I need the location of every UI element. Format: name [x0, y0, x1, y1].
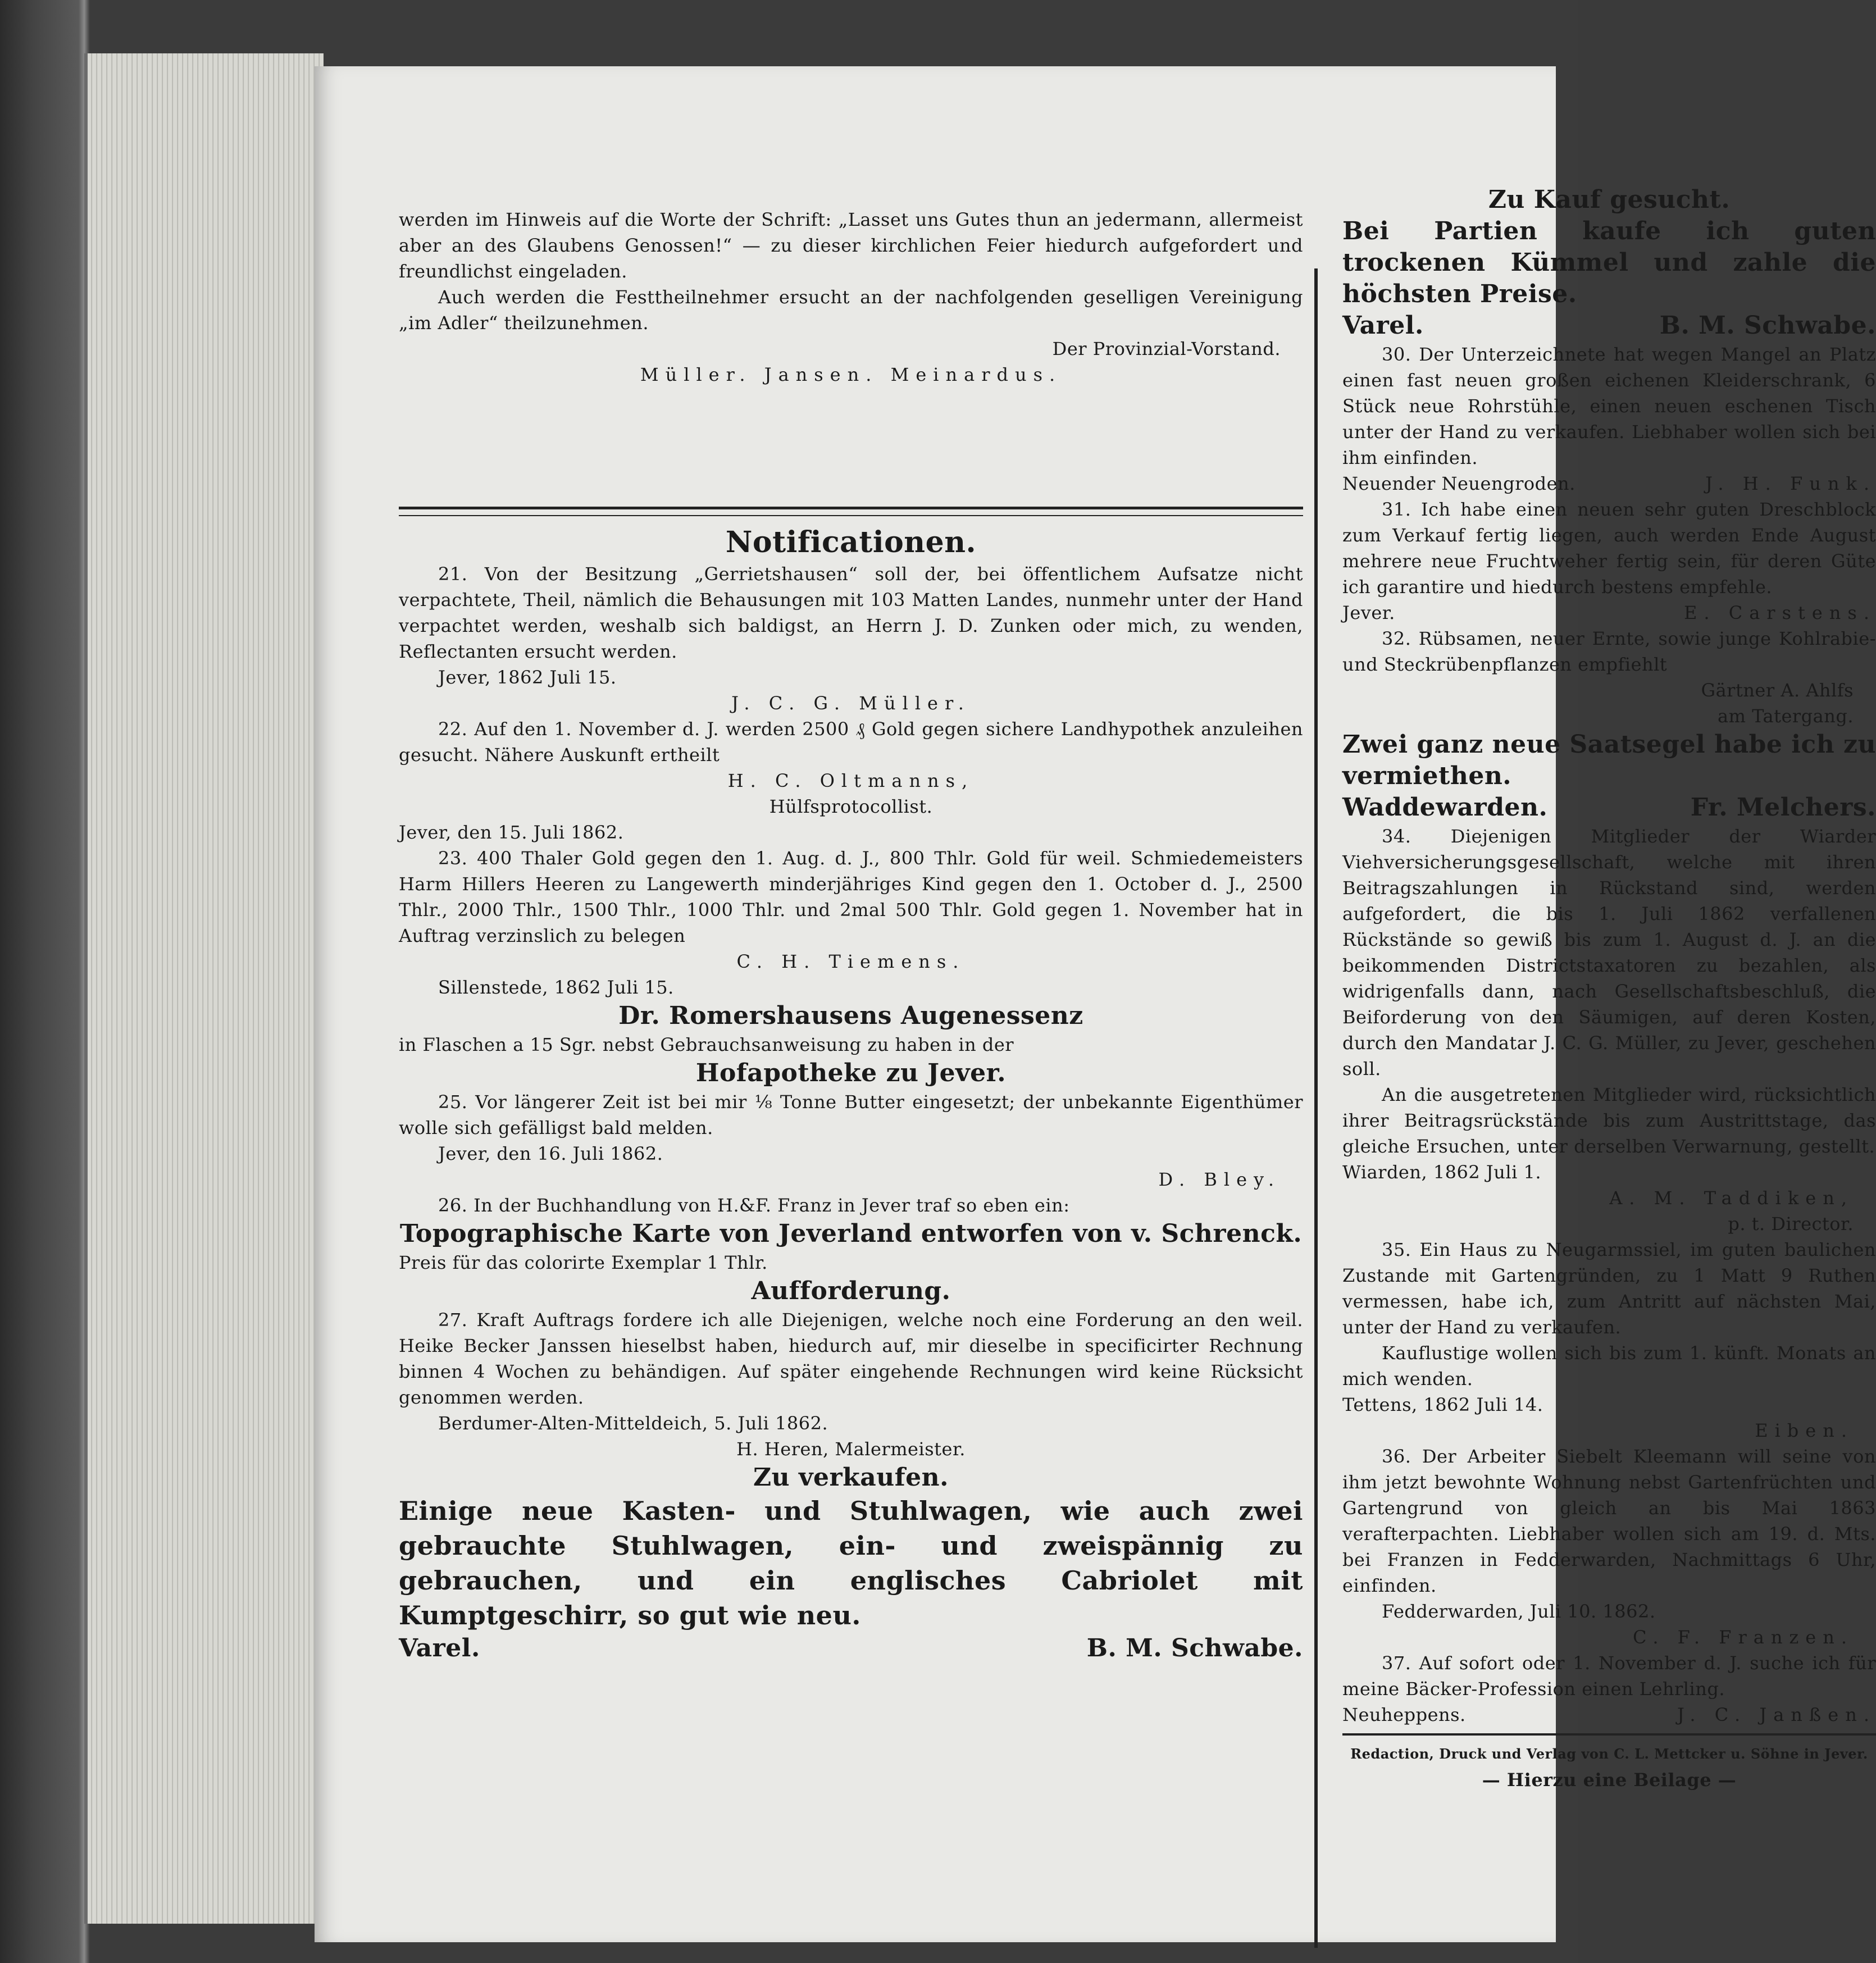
heading-zu-kauf-gesucht: Zu Kauf gesucht.: [1488, 185, 1731, 214]
saat-signature: Fr. Melchers.: [1690, 793, 1876, 822]
notice-27-date: Berdumer-Alten-Mitteldeich, 5. Juli 1862.: [438, 1413, 828, 1434]
notice-35: 35. Ein Haus zu Neugarmssiel, im guten baulichen Zustande mit Gartengründen, zu 1 Matt 9 Ruthen vermessen, habe ich, zum Antritt auf nächsten Mai, unter der Hand zu verkaufen.: [1342, 1239, 1876, 1338]
heading-saatsegel: Zwei ganz neue Saatsegel habe ich zu vermiethen.: [1342, 730, 1876, 790]
heading-topographische-karte: Topographische Karte von Jeverland entworfen von v. Schrenck.: [399, 1219, 1303, 1248]
notice-36: 36. Der Arbeiter Siebelt Kleemann will seine von ihm jetzt bewohnte Wohnung nebst Gartenfrüchten und Gartengrund von gleich an bis Mai 1863 verafterpachten. Liebhaber wollen sich am 19. d. Mts. bei Franzen in Fedderwarden, Nachmittags 6 Uhr, einfinden.: [1342, 1446, 1876, 1596]
notice-37-signature: J. C. Janßen.: [1677, 1704, 1876, 1725]
notice-21: 21. Von der Besitzung „Gerrietshausen“ soll der, bei öffentlichem Aufsatze nicht verpachtete, Theil, nämlich die Behausungen mit 103 Matten Landes, nunmehr unter der Hand verpachtet werden, weshalb sich baldigst, an Herrn J. D. Zunken oder mich, zu wenden, Reflectanten ersucht werden.: [399, 563, 1303, 662]
notice-32-signature: Gärtner A. Ahlfs: [1701, 680, 1854, 701]
kauf-signature: B. M. Schwabe.: [1659, 311, 1876, 340]
notice-35-signature: Eiben.: [1755, 1420, 1854, 1441]
kauf-signature-row: [1342, 310, 1876, 341]
notice-32: 32. Rübsamen, neuer Ernte, sowie junge Kohlrabie- und Steckrübenpflanzen empfiehlt: [1342, 628, 1876, 675]
notice-23-date: Sillenstede, 1862 Juli 15.: [438, 977, 674, 998]
notice-37-signature-row: [1342, 1702, 1876, 1728]
verkaufen-signature-row: [399, 1633, 1303, 1664]
notice-34-date: Wiarden, 1862 Juli 1.: [1342, 1162, 1542, 1183]
imprint: Redaction, Druck und Verlag von C. L. Mettcker u. Söhne in Jever.: [1350, 1746, 1868, 1762]
kauf-text: Bei Partien kaufe ich guten trockenen Kümmel und zahle die höchsten Preise.: [1342, 217, 1876, 308]
notice-25: 25. Vor längerer Zeit ist bei mir ⅛ Tonne Butter eingesetzt; der unbekannte Eigenthümer wolle sich gefälligst bald melden.: [399, 1091, 1303, 1138]
right-block: [1342, 184, 1876, 1793]
notice-25-signature: D. Bley.: [1158, 1169, 1281, 1190]
beilage-note: — Hierzu eine Beilage —: [1482, 1769, 1737, 1791]
notice-21-date: Jever, 1862 Juli 15.: [438, 667, 617, 688]
heading-romershausen: Dr. Romershausens Augenessenz: [618, 1001, 1083, 1030]
notice-30-signature: J. H. Funk.: [1705, 473, 1876, 494]
notice-31-signature-row: [1342, 600, 1876, 626]
notice-35-b: Kauflustige wollen sich bis zum 1. künft. Monats an mich wenden.: [1342, 1342, 1876, 1390]
notice-27: 27. Kraft Auftrags fordere ich alle Diejenigen, welche noch eine Forderung an den weil. Heike Becker Janssen hieselbst haben, hiedurch auf, mir dieselbe in specificirter Rechnung binnen 4 Wochen zu behändigen. Auf später eingehende Rechnungen wird keine Rücksicht genommen werden.: [399, 1309, 1303, 1408]
notice-34-b: An die ausgetretenen Mitglieder wird, rücksichtlich ihrer Beitragsrückstände bis zum Austrittstage, das gleiche Ersuchen, unter derselben Verwarnung, gestellt.: [1342, 1084, 1876, 1157]
saat-place: Waddewarden.: [1342, 793, 1548, 822]
notice-22-date: Jever, den 15. Juli 1862.: [399, 822, 624, 843]
heading-notificationen: Notificationen.: [725, 525, 977, 559]
verkaufen-signature: B. M. Schwabe.: [1086, 1634, 1303, 1663]
notice-23-signature: C. H. Tiemens.: [736, 951, 966, 972]
notice-27-signature: H. Heren, Malermeister.: [736, 1438, 966, 1460]
intro-paragraph-2: Auch werden die Festtheilnehmer ersucht an der nachfolgenden geselligen Vereinigung „im Adler“ theilzunehmen.: [399, 286, 1303, 334]
notice-31-place: Jever.: [1342, 602, 1395, 623]
intro-signature: Der Provinzial-Vorstand.: [1052, 338, 1281, 359]
heading-aufforderung: Aufforderung.: [751, 1277, 951, 1305]
rule: [399, 507, 1303, 516]
notice-34-title: p. t. Director.: [1728, 1213, 1854, 1235]
notice-34-signature: A. M. Taddiken,: [1609, 1187, 1854, 1209]
notice-30: 30. Der Unterzeichnete hat wegen Mangel an Platz einen fast neuen großen eichenen Kleiderschrank, 6 Stück neue Rohrstühle, einen neuen eschenen Tisch unter der Hand zu verkaufen. Liebhaber wollen sich bei ihm einfinden.: [1342, 344, 1876, 468]
notice-30-place: Neuender Neuengroden.: [1342, 473, 1576, 494]
notice-37-place: Neuheppens.: [1342, 1704, 1466, 1725]
notice-30-signature-row: [1342, 471, 1876, 497]
notice-31: 31. Ich habe einen neuen sehr guten Dreschblock zum Verkauf fertig liegen, auch werden Ende August mehrere neue Fruchtweher fertig sein, für deren Güte ich garantire und hiedurch bestens empfehle.: [1342, 499, 1876, 598]
notice-31-signature: E. Carstens.: [1684, 602, 1876, 623]
notice-23: 23. 400 Thaler Gold gegen den 1. Aug. d. J., 800 Thlr. Gold für weil. Schmiedemeisters Harm Hillers Heeren zu Langewerth minderjähriges Kind gegen den 1. October d. J., 2500 Thlr., 2000 Thlr., 1500 Thlr., 1000 Thlr. und 2mal 500 Thlr. Gold gegen 1. November hat in Auftrag verzinslich zu belegen: [399, 848, 1303, 946]
kauf-place: Varel.: [1342, 311, 1424, 340]
saat-signature-row: [1342, 792, 1876, 823]
notice-37: 37. Auf sofort oder 1. November d. J. suche ich für meine Bäcker-Profession einen Lehrling.: [1342, 1652, 1876, 1700]
footer-rule: [1342, 1733, 1876, 1736]
notice-32-address: am Tatergang.: [1718, 705, 1854, 727]
column-divider: [1314, 268, 1318, 1948]
intro-paragraph-1: werden im Hinweis auf die Worte der Schrift: „Lasset uns Gutes thun an jedermann, allermeist aber an des Glaubens Genossen!“ — zu dieser kirchlichen Feier hiedurch aufgefordert und freundlichst eingeladen.: [399, 209, 1303, 282]
notice-22-title: Hülfsprotocollist.: [769, 796, 933, 817]
notice-21-signature: J. C. G. Müller.: [731, 693, 971, 714]
verkaufen-text: Einige neue Kasten- und Stuhlwagen, wie auch zwei gebrauchte Stuhlwagen, ein- und zweispännig zu gebrauchen, und ein englisches Cabriolet mit Kumptgeschirr, so gut wie neu.: [399, 1496, 1303, 1630]
book-page-edges: [84, 53, 324, 1924]
notice-35-date: Tettens, 1862 Juli 14.: [1342, 1394, 1543, 1415]
notice-22: 22. Auf den 1. November d. J. werden 2500 ₰ Gold gegen sichere Landhypothek anzuleihen gesucht. Nähere Auskunft ertheilt: [399, 718, 1303, 766]
notice-22-signature: H. C. Oltmanns,: [727, 770, 975, 791]
intro-block: [399, 207, 1303, 388]
notice-26: 26. In der Buchhandlung von H.&F. Franz in Jever traf so eben ein:: [438, 1195, 1070, 1216]
notice-36-date: Fedderwarden, Juli 10. 1862.: [1382, 1601, 1656, 1622]
notice-25-date: Jever, den 16. Juli 1862.: [438, 1143, 663, 1164]
newspaper-page: [315, 66, 1876, 1942]
romershausen-text: in Flaschen a 15 Sgr. nebst Gebrauchsanweisung zu haben in der: [399, 1034, 1014, 1055]
intro-names: Müller. Jansen. Meinardus.: [640, 364, 1062, 385]
notif-block: [399, 499, 1303, 1664]
heading-zu-verkaufen: Zu verkaufen.: [753, 1463, 949, 1492]
karte-price: Preis für das colorirte Exemplar 1 Thlr.: [399, 1252, 768, 1273]
verkaufen-place: Varel.: [399, 1634, 480, 1663]
heading-hofapotheke: Hofapotheke zu Jever.: [695, 1059, 1007, 1087]
notice-34: 34. Diejenigen Mitglieder der Wiarder Viehversicherungsgesellschaft, welche mit ihren Beitragszahlungen in Rückstand sind, werden aufgefordert, die bis 1. Juli 1862 verfallenen Rückstände so gewiß bis zum 1. August d. J. an die beikommenden Districtstaxatoren zu bezahlen, als widrigenfalls dann, nach Gesellschaftsbeschluß, die Beiforderung von den Säumigen, auf deren Kosten, durch den Mandatar J. C. G. Müller, zu Jever, geschehen soll.: [1342, 826, 1876, 1080]
notice-36-signature: C. F. Franzen.: [1632, 1627, 1854, 1648]
